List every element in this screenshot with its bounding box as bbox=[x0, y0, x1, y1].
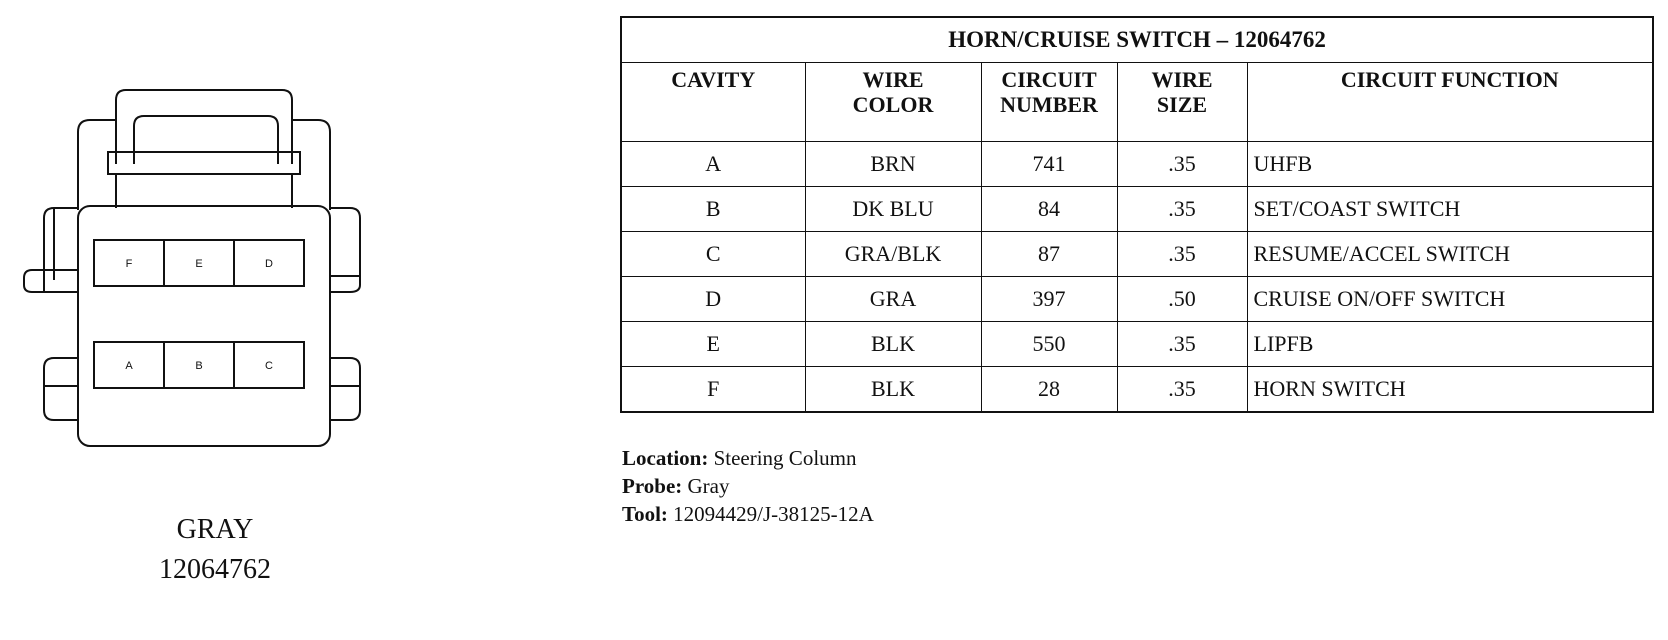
table-title: HORN/CRUISE SWITCH – 12064762 bbox=[621, 17, 1653, 63]
probe-label: Probe: bbox=[622, 474, 683, 498]
location-label: Location: bbox=[622, 446, 709, 470]
table-row bbox=[621, 142, 1653, 187]
header-wire-color: WIRE COLOR bbox=[805, 63, 981, 142]
cell-circuit-number: 28 bbox=[981, 367, 1117, 413]
cell-wire-color: BLK bbox=[805, 322, 981, 367]
header-wire-size: WIRE SIZE bbox=[1117, 63, 1247, 142]
tool-line bbox=[622, 500, 874, 528]
cell-cavity: F bbox=[621, 367, 805, 413]
connector-color-caption: GRAY bbox=[176, 514, 254, 545]
cell-wire-color: BRN bbox=[805, 142, 981, 187]
cell-cavity: E bbox=[621, 322, 805, 367]
cell-circuit-function: UHFB bbox=[1247, 142, 1653, 187]
cell-wire-size: .35 bbox=[1117, 367, 1247, 413]
cell-wire-color: DK BLU bbox=[805, 187, 981, 232]
connector-diagram bbox=[20, 80, 390, 460]
location-value: Steering Column bbox=[713, 446, 857, 470]
tool-value: 12094429/J-38125-12A bbox=[673, 502, 874, 526]
table-row bbox=[621, 322, 1653, 367]
location-line bbox=[622, 444, 874, 472]
connector-part-number-caption: 12064762 bbox=[159, 554, 271, 585]
cavity-label-d: D bbox=[265, 258, 273, 270]
connector-latch bbox=[108, 90, 300, 208]
connector-info bbox=[622, 444, 874, 528]
cell-cavity: A bbox=[621, 142, 805, 187]
connector-body bbox=[78, 206, 330, 446]
cavity-label-a: A bbox=[125, 360, 133, 372]
table-header-row bbox=[621, 63, 1653, 142]
table-row bbox=[621, 277, 1653, 322]
cell-wire-size: .35 bbox=[1117, 232, 1247, 277]
table-row bbox=[621, 367, 1653, 413]
cavity-label-e: E bbox=[195, 258, 203, 270]
cell-circuit-function: RESUME/ACCEL SWITCH bbox=[1247, 232, 1653, 277]
cell-circuit-number: 741 bbox=[981, 142, 1117, 187]
header-circuit-function: CIRCUIT FUNCTION bbox=[1247, 63, 1653, 142]
cell-circuit-function: LIPFB bbox=[1247, 322, 1653, 367]
cell-wire-color: GRA/BLK bbox=[805, 232, 981, 277]
cell-wire-color: BLK bbox=[805, 367, 981, 413]
cell-cavity: B bbox=[621, 187, 805, 232]
cavity-label-f: F bbox=[125, 258, 133, 270]
wiring-table bbox=[620, 16, 1654, 413]
cell-circuit-number: 550 bbox=[981, 322, 1117, 367]
cell-wire-size: .50 bbox=[1117, 277, 1247, 322]
cell-circuit-number: 87 bbox=[981, 232, 1117, 277]
cell-wire-size: .35 bbox=[1117, 322, 1247, 367]
cell-circuit-function: CRUISE ON/OFF SWITCH bbox=[1247, 277, 1653, 322]
probe-line bbox=[622, 472, 874, 500]
table-row bbox=[621, 187, 1653, 232]
cell-wire-size: .35 bbox=[1117, 142, 1247, 187]
cell-circuit-function: HORN SWITCH bbox=[1247, 367, 1653, 413]
cell-circuit-number: 84 bbox=[981, 187, 1117, 232]
table-row bbox=[621, 232, 1653, 277]
cell-cavity: C bbox=[621, 232, 805, 277]
header-circuit-number: CIRCUIT NUMBER bbox=[981, 63, 1117, 142]
header-cavity: CAVITY bbox=[621, 63, 805, 142]
cell-wire-color: GRA bbox=[805, 277, 981, 322]
probe-value: Gray bbox=[687, 474, 730, 498]
cell-cavity: D bbox=[621, 277, 805, 322]
cavity-label-b: B bbox=[195, 360, 203, 372]
tool-label: Tool: bbox=[622, 502, 668, 526]
cell-wire-size: .35 bbox=[1117, 187, 1247, 232]
cell-circuit-number: 397 bbox=[981, 277, 1117, 322]
cell-circuit-function: SET/COAST SWITCH bbox=[1247, 187, 1653, 232]
cavity-label-c: C bbox=[265, 360, 273, 372]
